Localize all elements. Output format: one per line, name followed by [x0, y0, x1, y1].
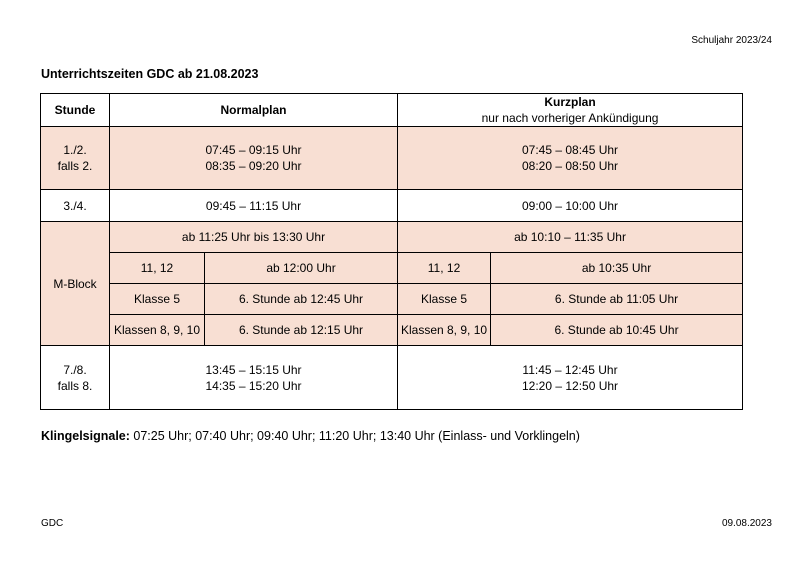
- row-1-2-label-line2: falls 2.: [57, 159, 93, 173]
- row-7-8-kurz-line2: 12:20 – 12:50 Uhr: [521, 378, 619, 393]
- header-kurzplan: [398, 94, 743, 127]
- mblock-time-kurz: 6. Stunde ab 11:05 Uhr: [491, 284, 743, 315]
- row-7-8-normal-line1: 13:45 – 15:15 Uhr: [205, 362, 302, 377]
- mblock-label: M-Block: [41, 222, 110, 346]
- schedule-table: [40, 93, 743, 410]
- header-normalplan: Normalplan: [110, 94, 398, 127]
- mblock-time-kurz: ab 10:35 Uhr: [491, 253, 743, 284]
- mblock-class-kurz: 11, 12: [398, 253, 491, 284]
- header-stunde: Stunde: [41, 94, 110, 127]
- footer-date: 09.08.2023: [721, 518, 772, 529]
- mblock-class-kurz: Klasse 5: [398, 284, 491, 315]
- mblock-row: [41, 284, 743, 315]
- row-7-8-kurz: [398, 346, 743, 410]
- mblock-range-row: [41, 222, 743, 253]
- row-7-8-kurz-line1: 11:45 – 12:45 Uhr: [522, 362, 618, 377]
- mblock-time-normal: ab 12:00 Uhr: [205, 253, 398, 284]
- mblock-row: [41, 253, 743, 284]
- mblock-time-normal: 6. Stunde ab 12:45 Uhr: [205, 284, 398, 315]
- row-7-8-normal-line2: 14:35 – 15:20 Uhr: [205, 378, 302, 393]
- row-3-4: [41, 190, 743, 222]
- header-kurzplan-subtitle: nur nach vorheriger Ankündigung: [481, 111, 659, 125]
- row-1-2-normal-line2: 08:35 – 09:20 Uhr: [205, 159, 302, 173]
- row-7-8-label-line2: falls 8.: [57, 378, 93, 393]
- header-kurzplan-title: Kurzplan: [544, 95, 596, 109]
- mblock-kurz-range: ab 10:10 – 11:35 Uhr: [398, 222, 743, 253]
- mblock-normal-range: ab 11:25 Uhr bis 13:30 Uhr: [110, 222, 398, 253]
- footer-school: GDC: [41, 518, 64, 529]
- page-title: Unterrichtszeiten GDC ab 21.08.2023: [41, 67, 259, 81]
- mblock-time-kurz: 6. Stunde ab 10:45 Uhr: [491, 315, 743, 346]
- row-1-2-label: [41, 127, 110, 190]
- row-1-2-normal: [110, 127, 398, 190]
- mblock-time-normal: 6. Stunde ab 12:15 Uhr: [205, 315, 398, 346]
- mblock-class-kurz: Klassen 8, 9, 10: [398, 315, 491, 346]
- row-1-2-label-line1: 1./2.: [63, 143, 87, 157]
- row-3-4-normal: 09:45 – 11:15 Uhr: [110, 190, 398, 222]
- row-1-2-kurz-line1: 07:45 – 08:45 Uhr: [521, 143, 619, 157]
- mblock-class-normal: 11, 12: [110, 253, 205, 284]
- school-year: Schuljahr 2023/24: [691, 35, 772, 46]
- bell-signals-times: 07:25 Uhr; 07:40 Uhr; 09:40 Uhr; 11:20 Uhr; 13:40 Uhr (Einlass- und Vorklingeln): [129, 429, 580, 443]
- row-7-8: [41, 346, 743, 410]
- mblock-class-normal: Klassen 8, 9, 10: [110, 315, 205, 346]
- row-3-4-label: 3./4.: [41, 190, 110, 222]
- row-1-2-normal-line1: 07:45 – 09:15 Uhr: [205, 143, 302, 157]
- row-7-8-label-line1: 7./8.: [63, 362, 87, 377]
- row-3-4-kurz: 09:00 – 10:00 Uhr: [398, 190, 743, 222]
- row-7-8-label: [41, 346, 110, 410]
- row-1-2: [41, 127, 743, 190]
- mblock-class-normal: Klasse 5: [110, 284, 205, 315]
- mblock-row: [41, 315, 743, 346]
- header-row: [41, 94, 743, 127]
- row-7-8-normal: [110, 346, 398, 410]
- row-1-2-kurz: [398, 127, 743, 190]
- bell-signals-label: Klingelsignale:: [41, 429, 130, 443]
- bell-signals: [41, 429, 580, 443]
- row-1-2-kurz-line2: 08:20 – 08:50 Uhr: [521, 159, 619, 173]
